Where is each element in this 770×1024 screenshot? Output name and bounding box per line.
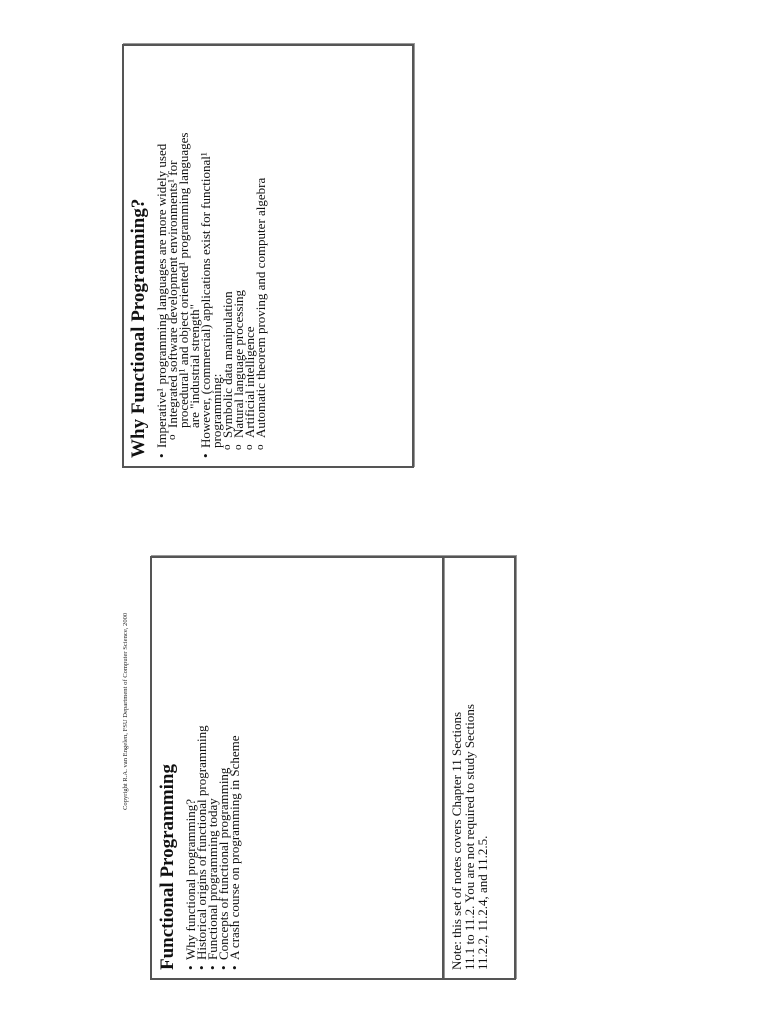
sub-list-item: o Symbolic data manipulation: [222, 54, 233, 458]
note-line: 11.1 to 11.2. You are not required to study Sections: [462, 704, 477, 970]
copyright-notice: [122, 550, 129, 810]
continuation-line: procedural¹ and object oriented¹ programming languages: [176, 132, 191, 428]
slide-title: Functional Programming: [157, 763, 178, 970]
continuation-line: are "industrial strength": [187, 304, 202, 428]
sub-list-item: o Automatic theorem proving and computer algebra: [255, 54, 266, 458]
reasons-list: [156, 54, 178, 458]
slide-title: Why Functional Programming?: [128, 198, 149, 458]
continuation-line: programming:: [209, 373, 224, 448]
applications-list: [200, 54, 211, 458]
list-item: • Functional programming today: [207, 566, 218, 970]
slide-note-box: [442, 556, 516, 980]
sub-list-item: o Natural language processing: [233, 54, 244, 458]
bullet-text: Imperative¹ programming languages are more widely used: [154, 143, 169, 448]
sub-item-text: Integrated software development environments¹ for: [165, 160, 180, 428]
sub-list-item: o Artificial intelligence: [244, 54, 255, 458]
note-line: 11.2.2, 11.2.4, and 11.2.5.: [475, 835, 490, 970]
list-item: • Concepts of functional programming: [218, 566, 229, 970]
copyright-text: Copyright R.A. van Engelen, FSU Department of Computer Science, 2000: [122, 612, 129, 810]
list-item: • A crash course on programming in Scheme: [229, 566, 240, 970]
list-item: • Why functional programming?: [185, 566, 196, 970]
slide-why-functional-programming: [122, 44, 414, 468]
bullet-text: However, (commercial) applications exist for functional¹: [198, 152, 213, 448]
application-sub-list: [222, 54, 266, 458]
topic-list: [185, 566, 240, 970]
list-item: [200, 54, 211, 458]
list-item: • Historical origins of functional programming: [196, 566, 207, 970]
sub-list-item: [167, 54, 178, 448]
slide-functional-programming: [150, 556, 444, 980]
list-item: [156, 54, 178, 458]
sub-list: [167, 54, 178, 448]
note-line: Note: this set of notes covers Chapter 11 Sections: [449, 711, 464, 970]
